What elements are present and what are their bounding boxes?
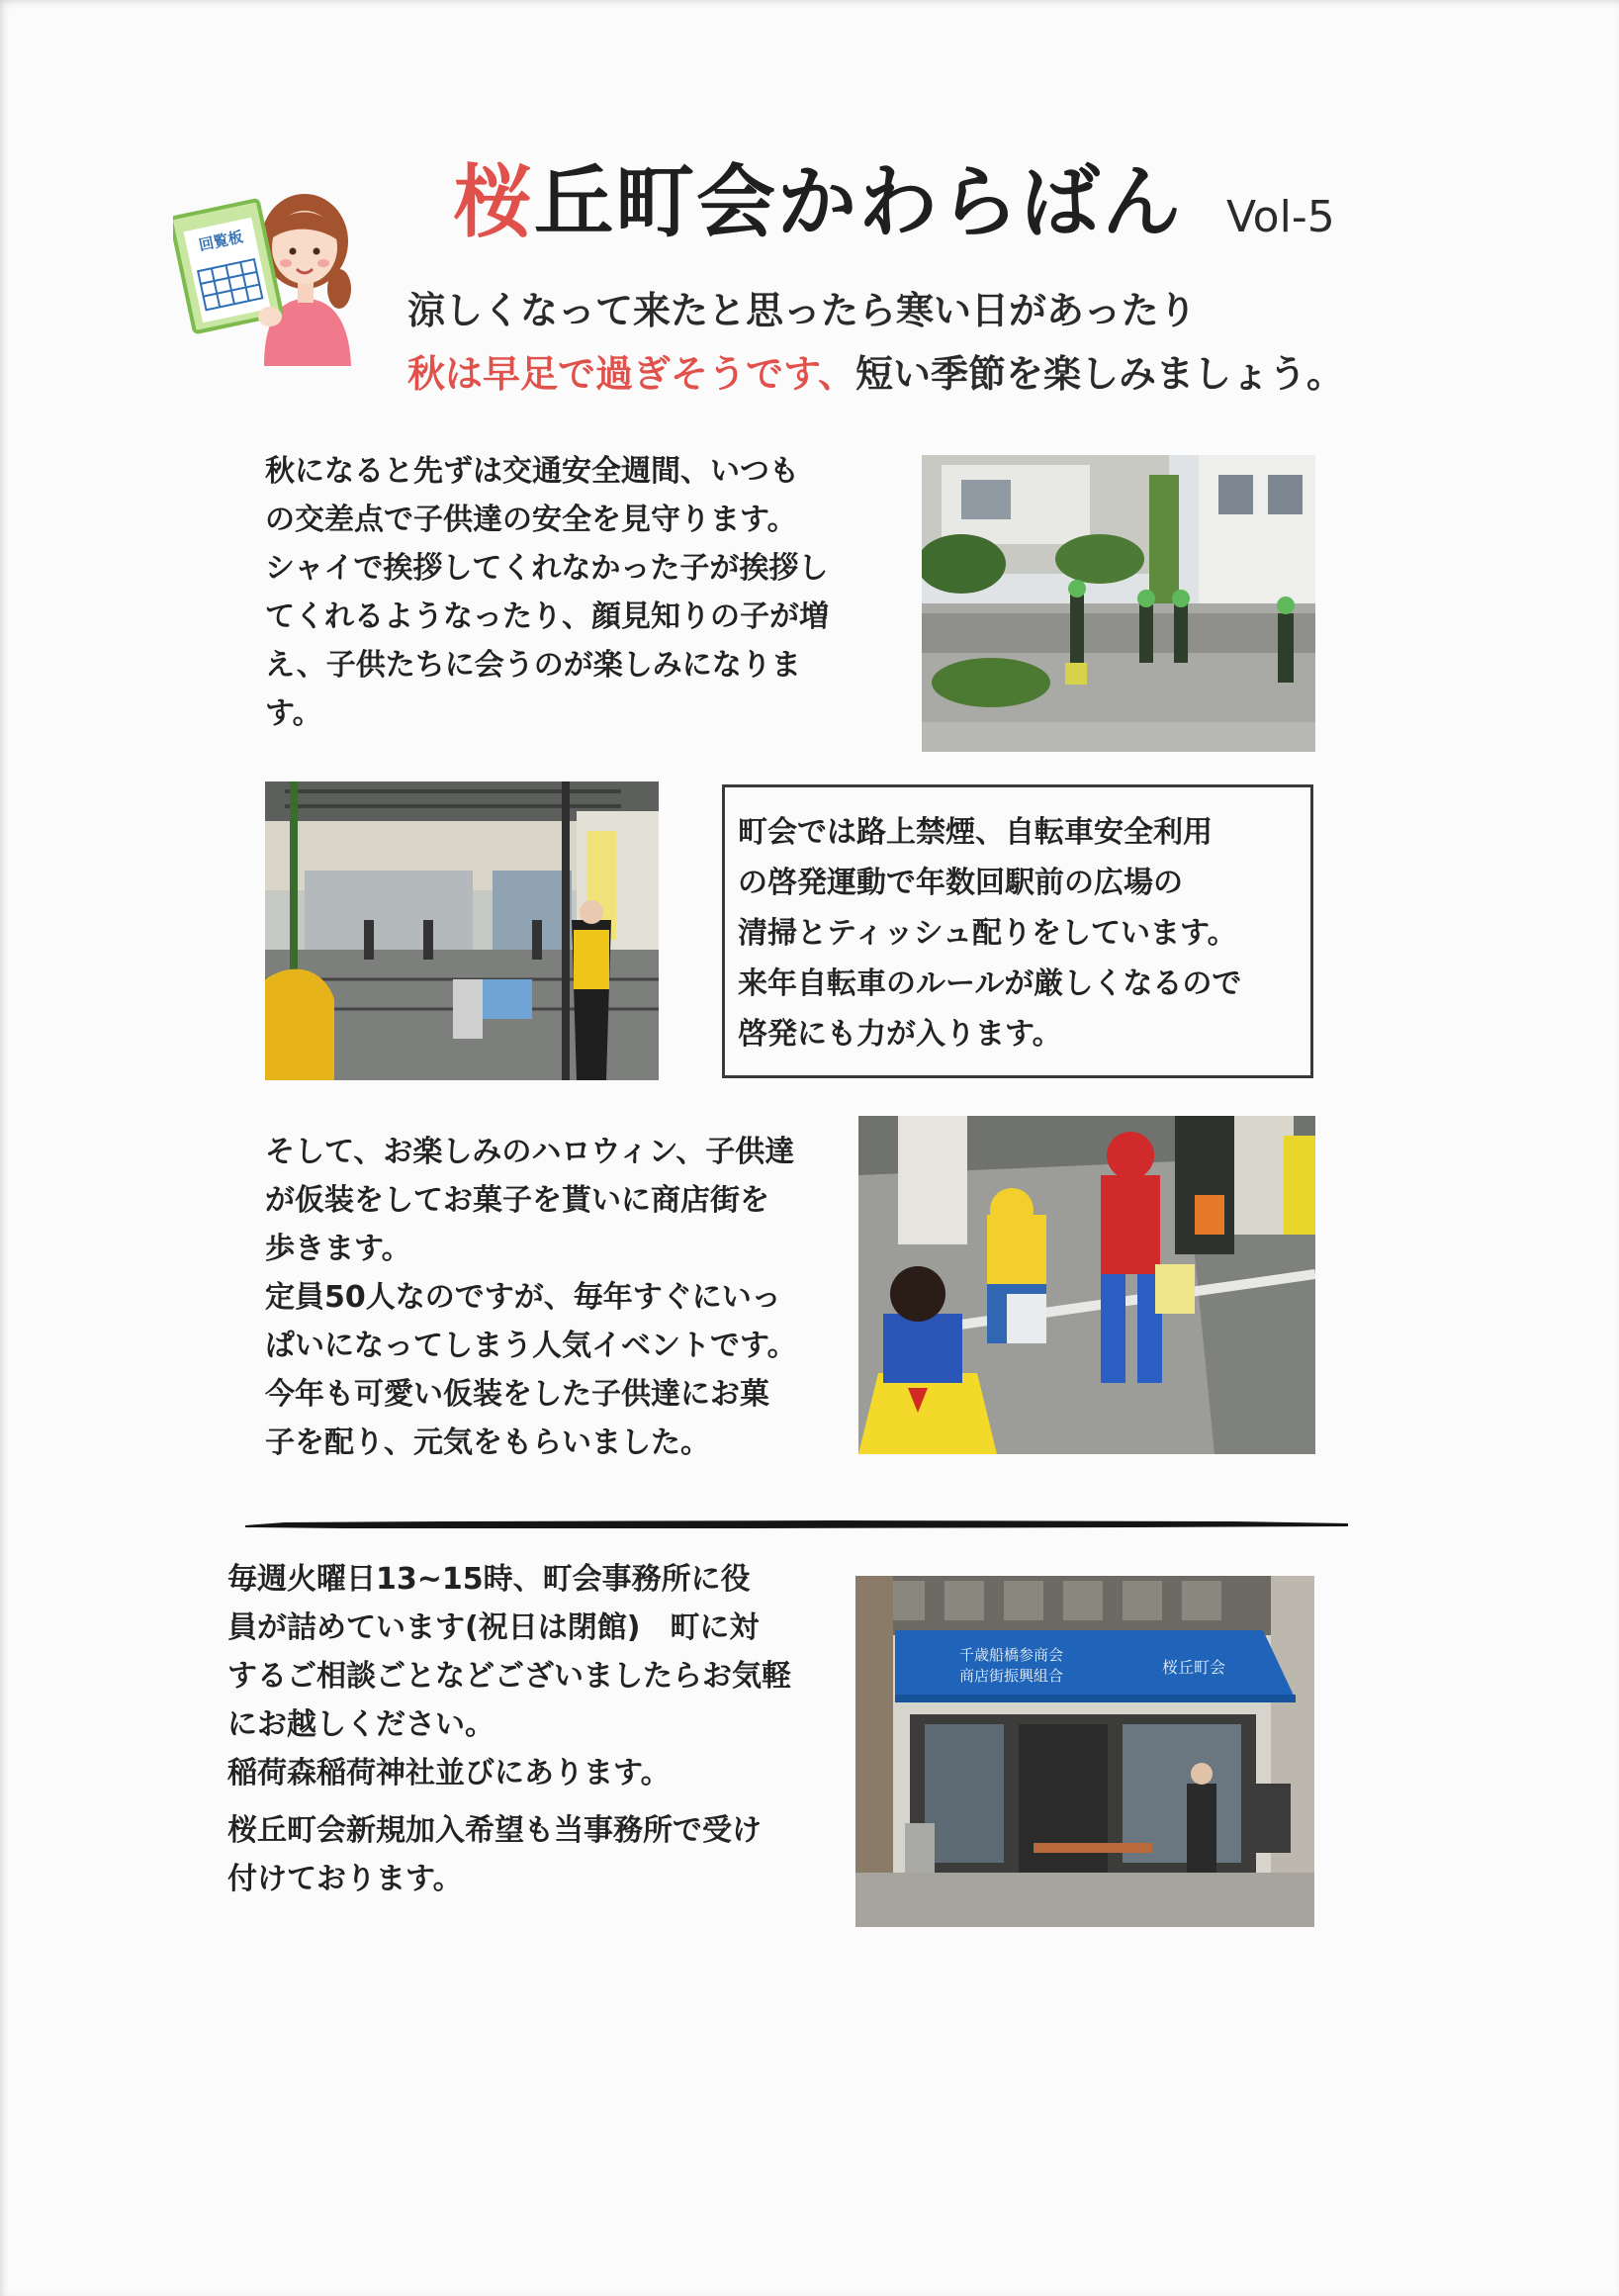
intro-text xyxy=(407,279,1357,406)
text-line: そして、お楽しみのハロウィン、子供達 xyxy=(265,1135,795,1169)
girl-with-board-icon xyxy=(173,178,371,366)
text-line: 桜丘町会新規加入希望も当事務所で受け xyxy=(227,1813,762,1848)
office-storefront-photo xyxy=(855,1576,1314,1927)
newsletter-title xyxy=(453,148,1205,257)
halloween-text xyxy=(265,1128,819,1467)
mascot-illustration xyxy=(173,178,371,366)
text-line: す。 xyxy=(265,696,322,731)
text-line: 今年も可愛い仮装をした子供達にお菓 xyxy=(265,1377,769,1412)
text-line: 定員50人なのですが、毎年すぐにいっ xyxy=(265,1280,781,1315)
awning-text-right: 桜丘町会 xyxy=(1162,1658,1226,1677)
text-line: 来年自転車のルールが厳しくなるので xyxy=(738,966,1242,1001)
traffic-safety-text xyxy=(265,447,849,738)
text-line: 付けております。 xyxy=(227,1862,463,1896)
awning-text-line-1: 千歳船橋参商会 xyxy=(959,1646,1064,1664)
intro-line-2-rest: 短い季節を楽しみましょう。 xyxy=(854,352,1344,396)
text-line: てくれるようなったり、顔見知りの子が増 xyxy=(265,599,829,634)
crossing-guard-photo xyxy=(922,455,1315,752)
text-line: シャイで挨拶してくれなかった子が挨拶し xyxy=(265,551,829,586)
intro-line-2-red: 秋は早足で過ぎそうです、 xyxy=(407,352,855,396)
text-line: 稲荷森稲荷神社並びにあります。 xyxy=(227,1756,671,1791)
text-line: 歩きます。 xyxy=(265,1232,411,1266)
text-line: するご相談ごとなどございましたらお気軽 xyxy=(227,1659,791,1694)
text-line: にお越しください。 xyxy=(227,1707,495,1742)
text-line: の啓発運動で年数回駅前の広場の xyxy=(738,866,1183,900)
text-line: が仮装をしてお菓子を貰いに商店街を xyxy=(265,1183,769,1218)
section-divider xyxy=(245,1516,1348,1530)
text-line: 秋になると先ずは交通安全週間、いつも xyxy=(265,454,799,489)
text-line: 子を配り、元気をもらいました。 xyxy=(265,1425,710,1460)
halloween-photo xyxy=(858,1116,1315,1454)
text-line: 清掃とティッシュ配りをしています。 xyxy=(738,916,1237,951)
text-line: 町会では路上禁煙、自転車安全利用 xyxy=(738,815,1213,850)
board-label: 回覧板 xyxy=(197,228,245,255)
intro-line-2 xyxy=(407,342,1357,406)
text-line: ぱいになってしまう人気イベントです。 xyxy=(265,1329,797,1363)
station-cleanup-photo xyxy=(265,781,659,1080)
text-line: 啓発にも力が入ります。 xyxy=(738,1017,1062,1052)
campaign-text xyxy=(738,807,1306,1059)
volume-label: Vol-5 xyxy=(1226,192,1335,242)
intro-line-1: 涼しくなって来たと思ったら寒い日があったり xyxy=(407,289,1197,332)
text-line: え、子供たちに会うのが楽しみになりま xyxy=(265,648,801,683)
title-first-char: 桜 xyxy=(453,156,534,248)
campaign-notice-box xyxy=(722,784,1313,1078)
text-line: の交差点で子供達の安全を見守ります。 xyxy=(265,503,797,537)
office-hours-text xyxy=(227,1555,811,1797)
awning-text-line-2: 商店街振興組合 xyxy=(959,1667,1064,1685)
membership-text xyxy=(227,1806,821,1903)
text-line: 員が詰めています(祝日は閉館) 町に対 xyxy=(227,1610,760,1645)
title-rest: 丘町会かわらばん xyxy=(534,156,1183,248)
text-line: 毎週火曜日13~15時、町会事務所に役 xyxy=(227,1562,751,1597)
